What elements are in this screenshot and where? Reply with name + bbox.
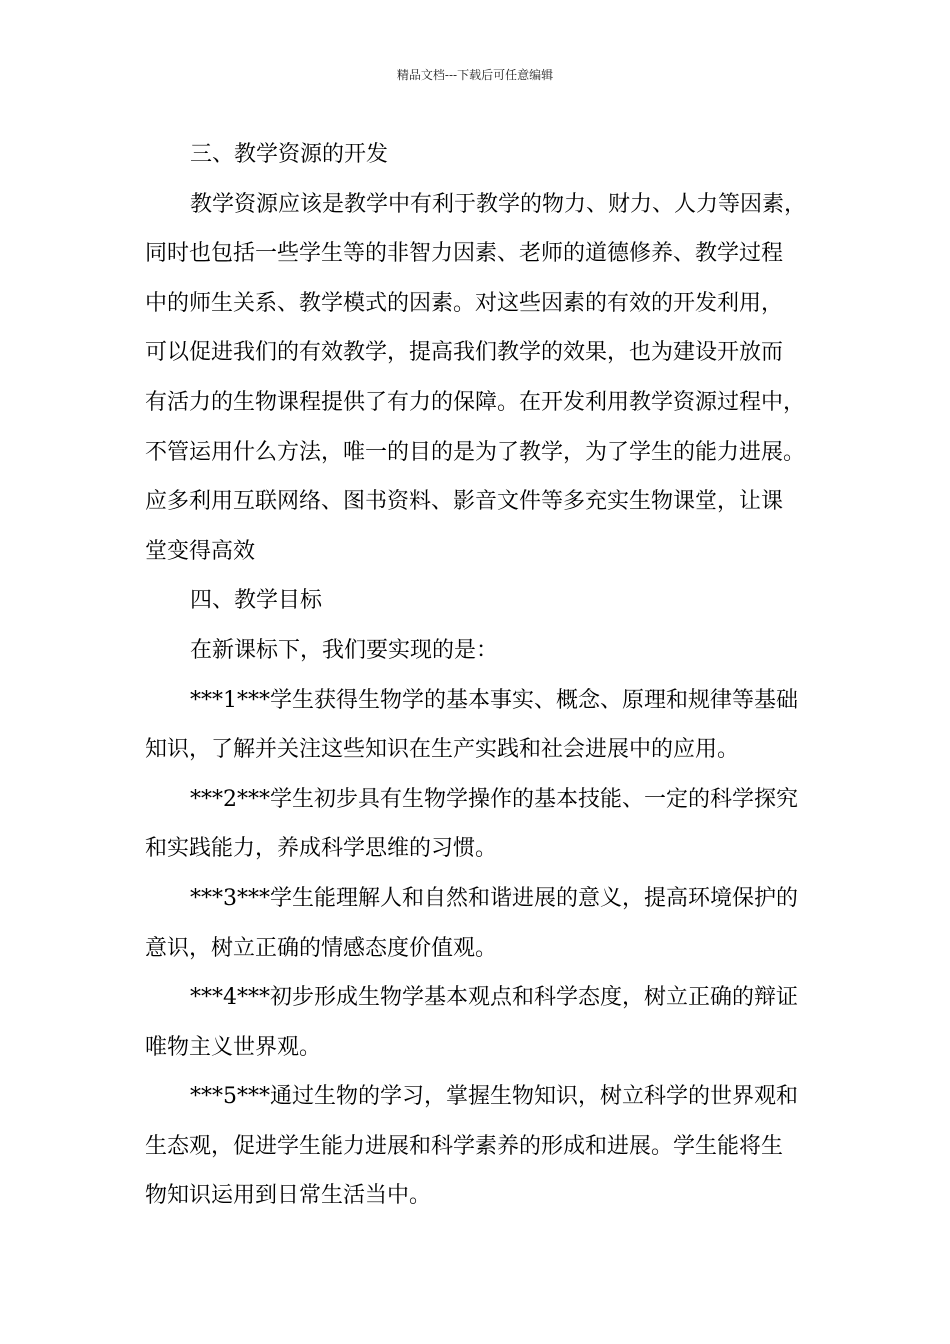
text-line: 堂变得高效 (145, 538, 256, 564)
text-line: 四、教学目标 (190, 588, 323, 614)
text-line: ***5***通过生物的学习，掌握生物知识，树立科学的世界观和 (190, 1084, 798, 1110)
text-line: ***1***学生获得生物学的基本事实、概念、原理和规律等基础 (190, 687, 798, 713)
document-body (145, 130, 813, 1221)
text-line: ***4***初步形成生物学基本观点和科学态度，树立正确的辩证 (190, 985, 798, 1011)
text-line: 三、教学资源的开发 (190, 142, 389, 167)
text-line: 不管运用什么方法，唯一的目的是为了教学，为了学生的能力进展。 (145, 439, 806, 465)
text-line: 唯物主义世界观。 (145, 1034, 322, 1060)
text-line: 中的师生关系、教学模式的因素。对这些因素的有效的开发利用， (145, 290, 784, 316)
text-line: 可以促进我们的有效教学，提高我们教学的效果，也为建设开放而 (145, 340, 784, 366)
text-line: ***3***学生能理解人和自然和谐进展的意义，提高环境保护的 (190, 885, 798, 911)
text-line: 同时也包括一些学生等的非智力因素、老师的道德修养、教学过程 (145, 241, 784, 267)
page-header: 精品文档---下载后可任意编辑 (396, 68, 554, 82)
text-line: 有活力的生物课程提供了有力的保障。在开发利用教学资源过程中， (145, 389, 806, 415)
text-line: 在新课标下，我们要实现的是： (190, 637, 499, 663)
text-line: 应多利用互联网络、图书资料、影音文件等多充实生物课堂，让课 (145, 489, 784, 515)
text-line: 教学资源应该是教学中有利于教学的物力、财力、人力等因素， (190, 191, 807, 217)
text-line: ***2***学生初步具有生物学操作的基本技能、一定的科学探究 (190, 786, 798, 812)
text-line: 知识，了解并关注这些知识在生产实践和社会进展中的应用。 (145, 737, 740, 763)
text-line: 物知识运用到日常生活当中。 (145, 1183, 432, 1209)
text-line: 生态观，促进学生能力进展和科学素养的形成和进展。学生能将生 (145, 1133, 784, 1159)
text-line: 意识，树立正确的情感态度价值观。 (145, 935, 498, 961)
text-line: 和实践能力，养成科学思维的习惯。 (145, 836, 498, 862)
